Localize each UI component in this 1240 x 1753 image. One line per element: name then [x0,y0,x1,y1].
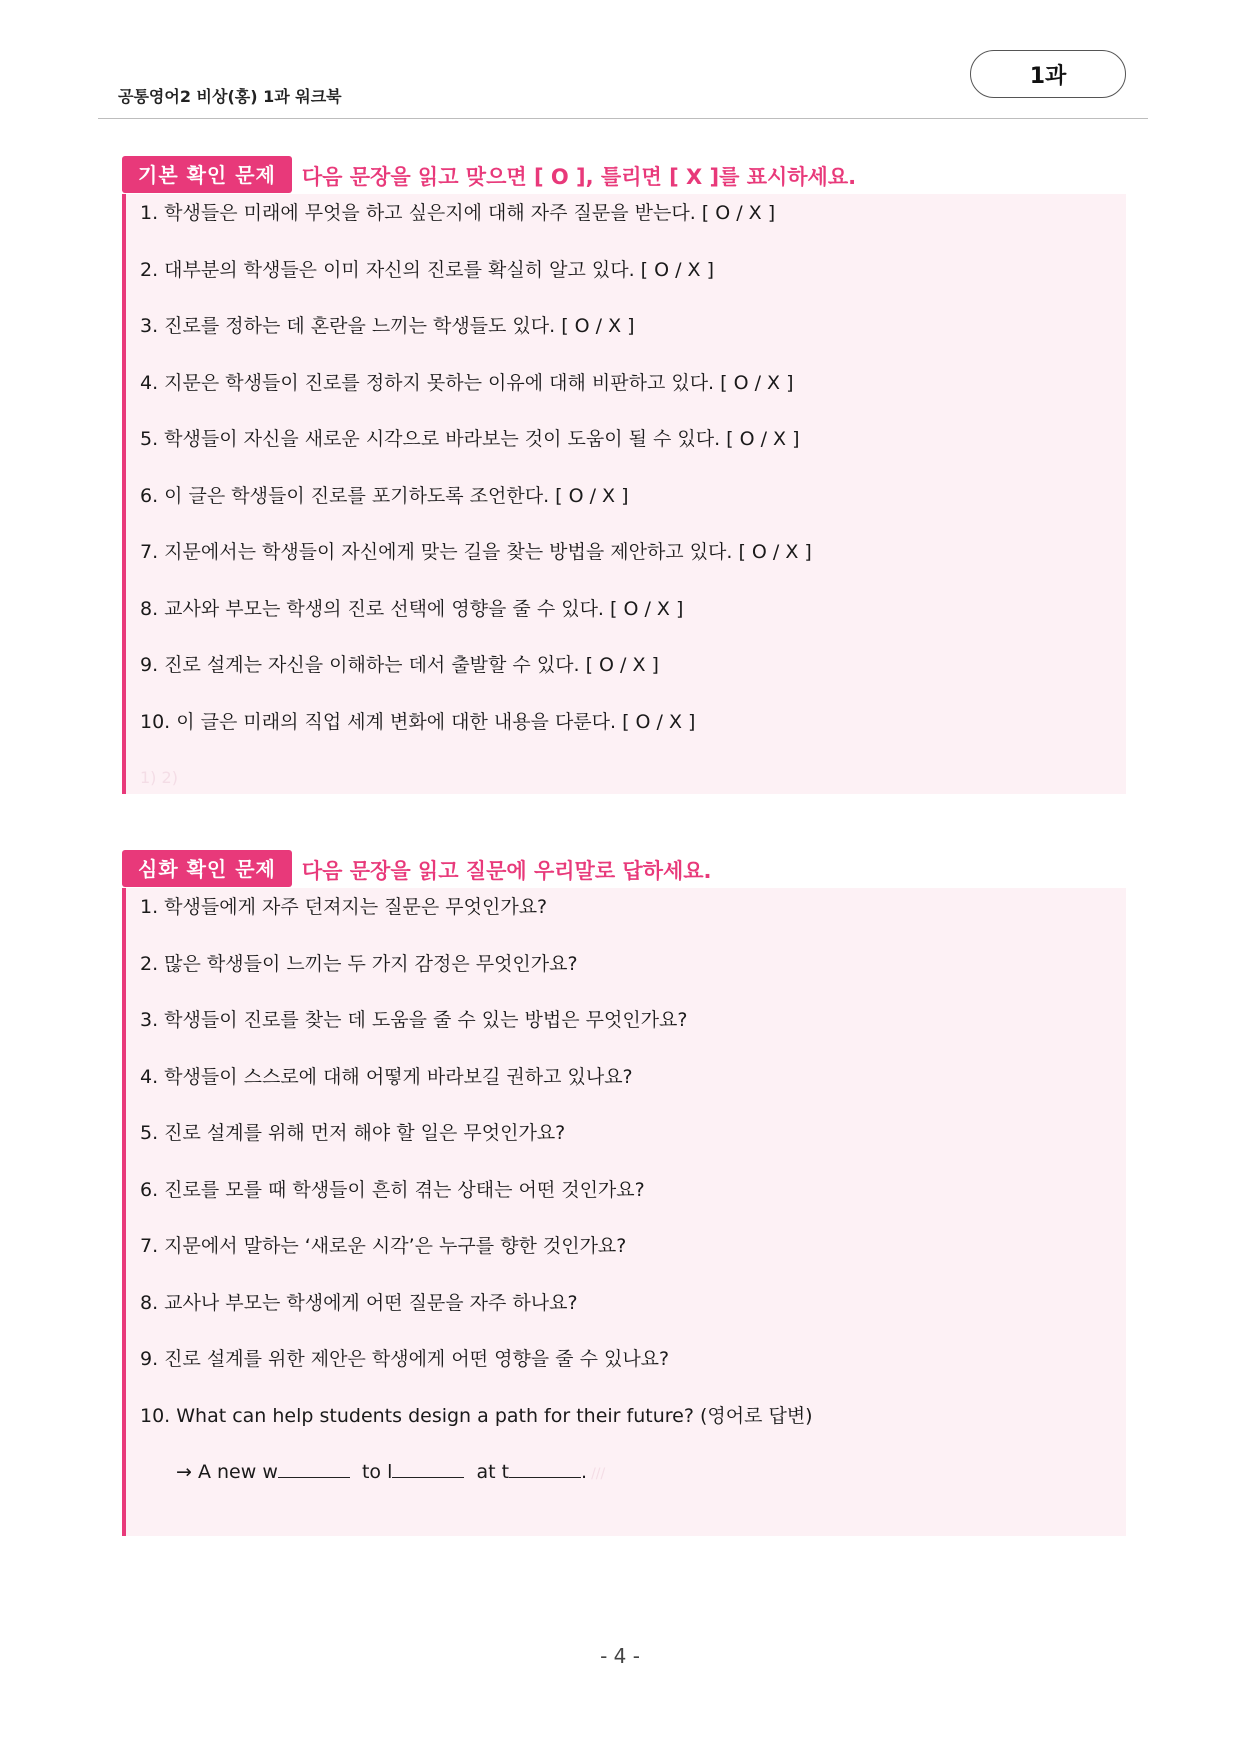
question-item: 3. 학생들이 진로를 찾는 데 도움을 줄 수 있는 방법은 무엇인가요? [140,1009,688,1031]
question-item: 1. 학생들은 미래에 무엇을 하고 싶은지에 대해 자주 질문을 받는다. [ O / X ] [140,202,776,224]
question-item: 2. 많은 학생들이 느끼는 두 가지 감정은 무엇인가요? [140,952,578,975]
basic-check-section [122,154,1126,794]
answer-text: to l [361,1461,393,1483]
question-item: 1. 학생들에게 자주 던져지는 질문은 무엇인가요? [140,896,548,918]
answer-blank[interactable] [509,1460,581,1478]
question-item: 7. 지문에서 말하는 ‘새로운 시각’은 누구를 향한 것인가요? [140,1235,627,1257]
ghost-text: /// [591,1466,606,1482]
page-number: - 4 - [600,1644,640,1668]
question-item: 8. 교사와 부모는 학생의 진로 선택에 영향을 줄 수 있다. [ O / X ] [140,597,684,620]
question-item: 6. 이 글은 학생들이 진로를 포기하도록 조언한다. [ O / X ] [140,484,629,507]
header-divider [98,118,1148,119]
section-instruction: 다음 문장을 읽고 맞으면 [ O ], 틀리면 [ X ]를 표시하세요. [301,165,857,189]
answer-end: . [581,1461,588,1483]
question-item: 9. 진로 설계는 자신을 이해하는 데서 출발할 수 있다. [ O / X ] [140,654,659,676]
question-item: 8. 교사나 부모는 학생에게 어떤 질문을 자주 하나요? [140,1291,578,1314]
question-item: 5. 학생들이 자신을 새로운 시각으로 바라보는 것이 도움이 될 수 있다. [ O / X ] [140,428,800,450]
answer-text: at t [476,1461,510,1483]
question-item: 6. 진로를 모를 때 학생들이 흔히 겪는 상태는 어떤 것인가요? [140,1178,645,1201]
question-item: 2. 대부분의 학생들은 이미 자신의 진로를 확실히 알고 있다. [ O / X ] [140,258,715,281]
question-item: 4. 학생들이 스스로에 대해 어떻게 바라보길 권하고 있나요? [140,1065,633,1088]
question-item: 3. 진로를 정하는 데 혼란을 느끼는 학생들도 있다. [ O / X ] [140,315,635,337]
question-item: 10. What can help students design a path for their future? (영어로 답변) [140,1404,813,1427]
question-box [122,194,1126,794]
section-tag: 기본 확인 문제 [122,156,292,193]
section-instruction: 다음 문장을 읽고 질문에 우리말로 답하세요. [301,859,712,883]
answer-text: A new w [197,1461,278,1483]
section-header [122,848,1126,888]
question-box [122,888,1126,1536]
answer-blank[interactable] [278,1460,350,1478]
section-header [122,154,1126,194]
advanced-check-section [122,848,1126,1536]
question-item: 7. 지문에서는 학생들이 자신에게 맞는 길을 찾는 방법을 제안하고 있다. [ O / X ] [140,541,812,563]
ghost-text: 1) 2) [140,768,178,787]
workbook-title: 공통영어2 비상(홍) 1과 워크북 [118,87,342,106]
lesson-badge: 1과 [970,50,1126,98]
question-item: 9. 진로 설계를 위한 제안은 학생에게 어떤 영향을 줄 수 있나요? [140,1348,670,1370]
answer-line [140,1457,1126,1489]
question-item: 10. 이 글은 미래의 직업 세계 변화에 대한 내용을 다룬다. [ O / X ] [140,710,696,733]
arrow-icon: → [176,1461,192,1483]
question-item: 5. 진로 설계를 위해 먼저 해야 할 일은 무엇인가요? [140,1122,566,1144]
answer-blank[interactable] [392,1460,464,1478]
section-tag: 심화 확인 문제 [122,850,292,887]
question-item: 4. 지문은 학생들이 진로를 정하지 못하는 이유에 대해 비판하고 있다. [ O / X ] [140,371,794,394]
